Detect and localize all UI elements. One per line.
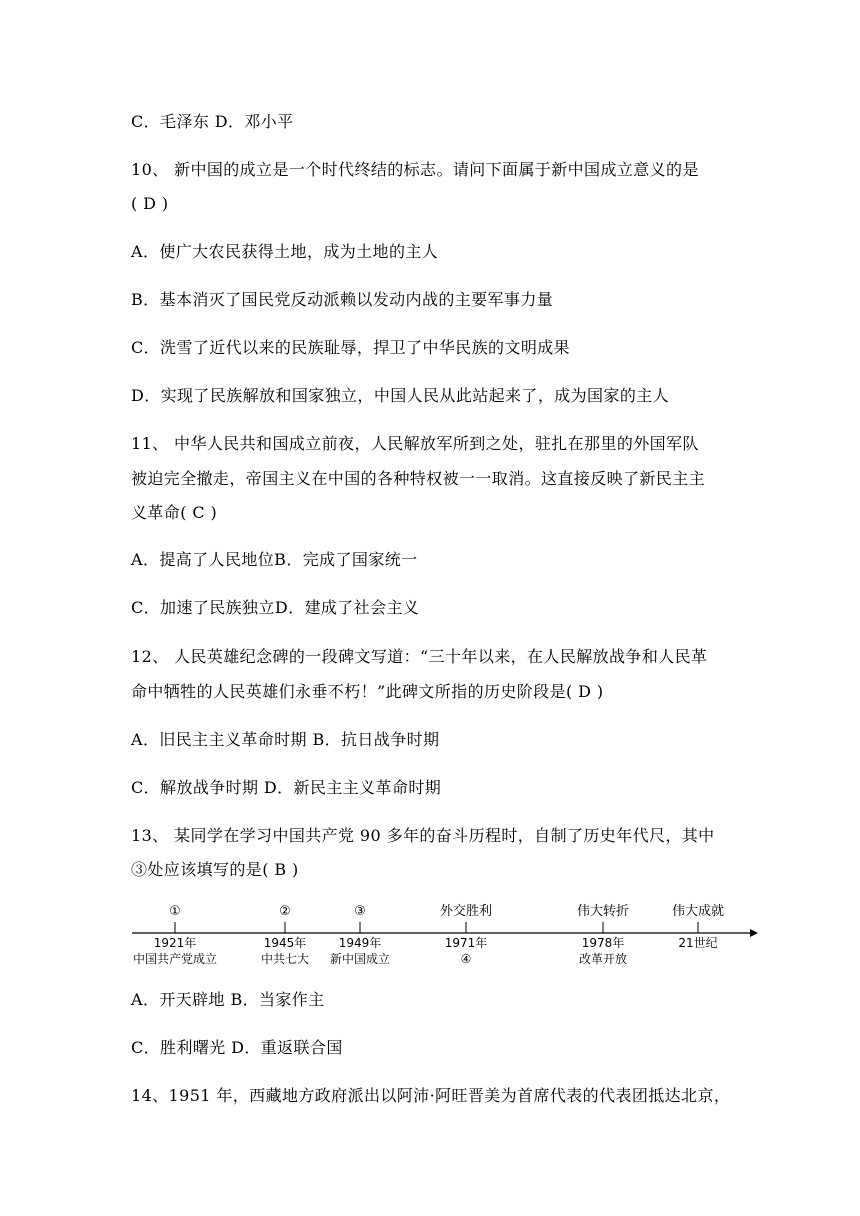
- timeline-label-below: 中共七大: [260, 952, 310, 966]
- timeline-label-above: ①: [169, 904, 181, 919]
- timeline-year-label: 1921年: [153, 936, 197, 950]
- timeline-label-below: 改革开放: [578, 952, 628, 966]
- question-13-line: 13、 某同学在学习中国共产党 90 多年的奋斗历程时，自制了历史年代尺，其中: [131, 826, 715, 845]
- option-ab: A．开天辟地 B．当家作主: [131, 990, 325, 1009]
- option-ab: A．提高了人民地位B．完成了国家统一: [131, 550, 418, 569]
- option-b: B．基本消灭了国民党反动派赖以发动内战的主要军事力量: [131, 290, 554, 309]
- question-11-line: 11、 中华人民共和国成立前夜，人民解放军所到之处，驻扎在那里的外国军队: [131, 434, 699, 453]
- option-cd: C．加速了民族独立D．建成了社会主义: [131, 598, 420, 617]
- option-ab: A．旧民主主义革命时期 B．抗日战争时期: [131, 730, 440, 749]
- question-14-line: 14、1951 年，西藏地方政府派出以阿沛·阿旺晋美为首席代表的代表团抵达北京，: [131, 1086, 731, 1105]
- option-d: D．实现了民族解放和国家独立，中国人民从此站起来了，成为国家的主人: [131, 386, 670, 405]
- question-11-line: 被迫完全撤走，帝国主义在中国的各种特权被一一取消。这直接反映了新民主主: [131, 469, 706, 488]
- option-cd: C．解放战争时期 D．新民主主义革命时期: [131, 778, 442, 797]
- answer-line: ( D ): [131, 194, 169, 213]
- history-timeline: [128, 898, 764, 970]
- timeline-label-below: ④: [460, 952, 472, 966]
- timeline-label-above: ②: [279, 904, 291, 919]
- text-line: C．毛泽东 D．邓小平: [131, 112, 294, 131]
- timeline-year-label: 1945年: [263, 936, 307, 950]
- question-12-line: 12、 人民英雄纪念碑的一段碑文写道：“三十年以来，在人民解放战争和人民革: [131, 647, 708, 666]
- timeline-year-label: 1949年: [338, 936, 382, 950]
- question-11-line: 义革命( C ): [131, 503, 218, 522]
- timeline-label-below: 中国共产党成立: [132, 952, 218, 966]
- timeline-label-above: 外交胜利: [439, 904, 493, 919]
- timeline-arrow-icon: [750, 929, 758, 937]
- timeline-label-below: 新中国成立: [329, 952, 391, 966]
- option-cd: C．胜利曙光 D．重返联合国: [131, 1038, 343, 1057]
- timeline-svg: [128, 898, 764, 970]
- question-13-line: ③处应该填写的是( B ): [131, 860, 299, 879]
- question-12-line: 命中牺牲的人民英雄们永垂不朽！”此碑文所指的历史阶段是( D ): [131, 682, 604, 701]
- option-c: C．洗雪了近代以来的民族耻辱，捍卫了中华民族的文明成果: [131, 338, 571, 357]
- timeline-ticks: [133, 903, 724, 966]
- question-10-line: 10、 新中国的成立是一个时代终结的标志。请问下面属于新中国成立意义的是: [131, 160, 699, 179]
- timeline-label-above: ③: [354, 904, 366, 919]
- timeline-label-above: 伟大转折: [576, 904, 630, 919]
- timeline-year-label: 1978年: [581, 936, 625, 950]
- timeline-label-above: 伟大成就: [671, 904, 725, 919]
- timeline-year-label: 21世纪: [678, 936, 718, 950]
- option-a: A．使广大农民获得土地，成为土地的主人: [131, 242, 439, 261]
- timeline-year-label: 1971年: [444, 936, 488, 950]
